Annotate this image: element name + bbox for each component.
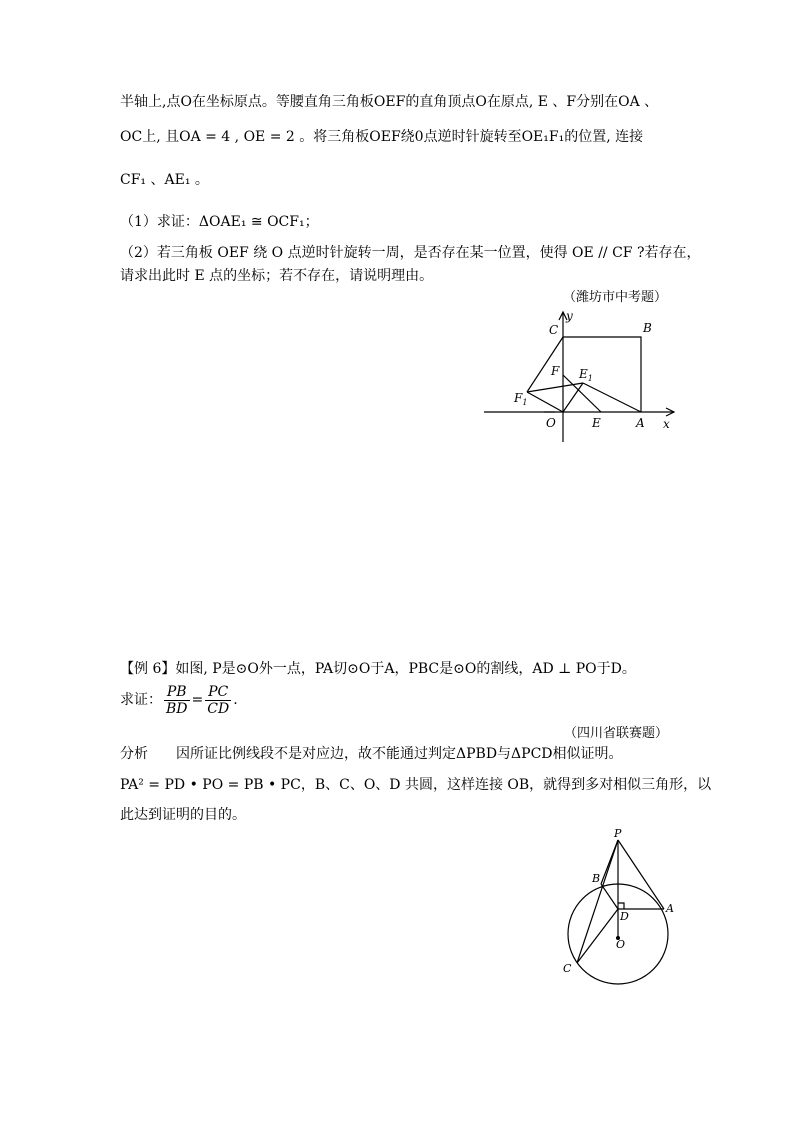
label-d: D — [620, 910, 629, 923]
square-oabc — [563, 337, 641, 412]
fraction2-numerator: PC — [205, 684, 231, 701]
fraction1-numerator: PB — [164, 684, 190, 701]
circle-figure — [560, 826, 680, 986]
label-f: F — [551, 364, 560, 378]
segment-o-e1 — [563, 383, 583, 412]
example6-analysis1: 分析 因所证比例线段不是对应边，故不能通过判定ΔPBD与ΔPCD相似证明。 — [120, 746, 623, 762]
segment-f1-e1 — [527, 383, 583, 392]
label-o2: O — [616, 938, 626, 951]
segment-e1-a — [583, 383, 641, 412]
fraction-pb-bd — [164, 684, 190, 717]
example6-line1: 【例 6】如图, P是⊙O外一点，PA切⊙O于A，PBC是⊙O的割线，AD ⊥ PO于D。 — [120, 661, 636, 677]
fraction1-denominator: BD — [166, 700, 188, 717]
label-c: C — [549, 323, 559, 337]
problem1-line2: OC上, 且OA = 4 , OE = 2 。将三角板OEF绕0点逆时针旋转至OE₁F₁的位置, 连接 — [120, 129, 644, 145]
problem1-part1: （1）求证：ΔOAE₁ ≅ OCF₁； — [120, 214, 319, 230]
label-x: x — [663, 417, 670, 431]
example6-prove — [120, 680, 238, 720]
label-e1-sub: 1 — [587, 374, 593, 383]
problem1-part2a: （2）若三角板 OEF 绕 O 点逆时针旋转一周，是否存在某一位置，使得 OE // CF ?若存在， — [120, 245, 701, 261]
label-p: P — [614, 827, 622, 840]
fraction2-denominator: CD — [207, 700, 230, 717]
label-f1 — [513, 391, 527, 407]
segment-f1-o — [527, 392, 563, 412]
label-e1 — [578, 367, 593, 383]
label-f1-sub: 1 — [522, 398, 528, 407]
segment-bd — [601, 884, 618, 909]
prove-prefix: 求证： — [120, 692, 162, 708]
label-a: A — [636, 416, 645, 430]
example6-source: （四川省联赛题） — [564, 726, 669, 741]
problem1-line3: CF₁ 、AE₁ 。 — [120, 172, 209, 188]
period: . — [233, 692, 238, 708]
label-b: B — [643, 321, 652, 335]
example6-analysis2: PA² = PD • PO = PB • PC，B、C、O、D 共圆，这样连接 OB，就得到多对相似三角形，以 — [120, 777, 712, 793]
segment-cd — [577, 909, 618, 963]
problem1-part2b: 请求出此时 E 点的坐标；若不存在，请说明理由。 — [120, 268, 434, 284]
segment-pb — [601, 840, 618, 884]
label-f1-main: F — [514, 391, 523, 405]
tangent-pa — [618, 840, 664, 909]
example6-analysis3: 此达到证明的目的。 — [120, 807, 246, 823]
label-b2: B — [592, 872, 601, 885]
equals-sign: = — [191, 692, 204, 708]
label-e: E — [592, 416, 601, 430]
label-y: y — [566, 309, 573, 323]
problem1-line1: 半轴上,点O在坐标原点。等腰直角三角板OEF的直角顶点O在原点, E 、F分别在OA 、 — [120, 94, 659, 110]
secant-pc — [577, 840, 618, 963]
label-o: O — [546, 416, 556, 430]
fraction-pc-cd — [205, 684, 231, 717]
label-e1-main: E — [579, 367, 588, 381]
right-angle-mark — [618, 903, 624, 909]
label-c2: C — [563, 962, 572, 975]
label-a2: A — [666, 902, 674, 915]
problem1-source: （潍坊市中考题） — [563, 290, 668, 305]
coordinate-figure — [482, 308, 682, 438]
